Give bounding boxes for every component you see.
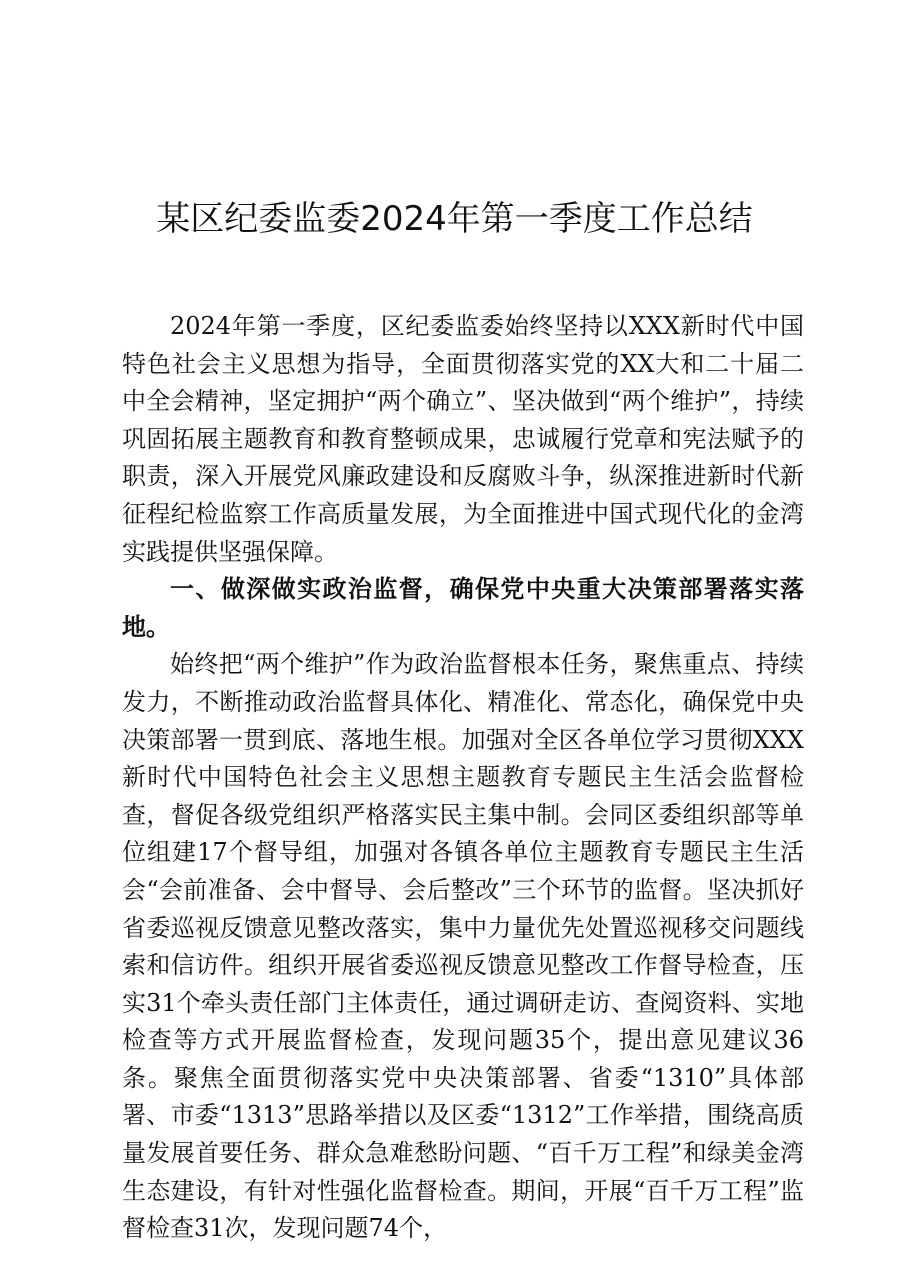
intro-paragraph: 2024年第一季度，区纪委监委始终坚持以XXX新时代中国特色社会主义思想为指导，全面贯彻落实党的XX大和二十届二中全会精神，坚定拥护“两个确立”、坚决做到“两个维护”，持续巩固拓展主题教育和教育整顿成果，忠诚履行党章和宪法赋予的职责，深入开展党风廉政建设和反腐败斗争，纵深推进新时代新征程纪检监察工作高质量发展，为全面推进中国式现代化的金湾实践提供坚强保障。 xyxy=(122,312,804,566)
section-heading-1: 一、做深做实政治监督，确保党中央重大决策部署落实落地。 xyxy=(122,575,804,641)
document-title: 某区纪委监委2024年第一季度工作总结 xyxy=(156,199,753,239)
document-body xyxy=(122,308,804,1248)
section-1-paragraph: 始终把“两个维护”作为政治监督根本任务，聚焦重点、持续发力，不断推动政治监督具体化、精准化、常态化，确保党中央决策部署一贯到底、落地生根。加强对全区各单位学习贯彻XXX新时代中国特色社会主义思想主题教育专题民主生活会监督检查，督促各级党组织严格落实民主集中制。会同区委组织部等单位组建17个督导组，加强对各镇各单位主题教育专题民主生活会“会前准备、会中督导、会后整改”三个环节的监督。坚决抓好省委巡视反馈意见整改落实，集中力量优先处置巡视移交问题线索和信访件。组织开展省委巡视反馈意见整改工作督导检查，压实31个牵头责任部门主体责任，通过调研走访、查阅资料、实地检查等方式开展监督检查，发现问题35个，提出意见建议36条。聚焦全面贯彻落实党中央决策部署、省委“1310”具体部署、市委“1313”思路举措以及区委“1312”工作举措，围绕高质量发展首要任务、群众急难愁盼问题、“百千万工程”和绿美金湾生态建设，有针对性强化监督检查。期间，开展“百千万工程”监督检查31次，发现问题74个， xyxy=(122,650,804,1243)
